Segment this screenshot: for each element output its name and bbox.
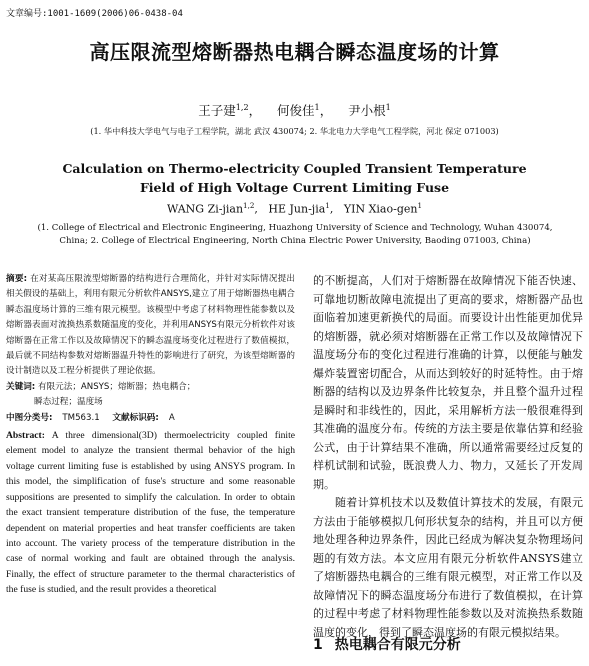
body-paragraph-2: 随着计算机技术以及数值计算技术的发展，有限元方法由于能够模拟几何形状复杂的结构，并且可以方便地处理各种边界条件，因此已经成为解决复杂物理场问题的有效方法。本文应用有限元分析软件ANSYS建立了熔断器热电耦合的三维有限元模型，对正常工作以及故障情况下的瞬态温度场分布进行了数值模拟，在计算的过程中考虑了材料物理性能参数以及对流换热系数随温度的变化，得到了瞬态温度场的有限元模拟结果。 bbox=[313, 496, 583, 639]
section-1-heading bbox=[313, 634, 461, 654]
left-column bbox=[6, 272, 295, 598]
abstract-english bbox=[6, 428, 295, 597]
classification-line bbox=[6, 411, 295, 426]
author-3-en-affil: 1 bbox=[417, 201, 423, 210]
author-2-cn: 何俊佳 bbox=[277, 103, 315, 118]
body-paragraph-1: 的不断提高，人们对于熔断器在故障情况下能否快速、可靠地切断故障电流提出了更高的要求，熔断器产品也面临着加速更新换代的局面。而要设计出性能更加优异的熔断器，就必须对熔断器在正常工作以及故障情况下温度场分布的变化过程进行准确的计算，以便能与触发爆炸装置密切配合，从而达到较好的时延特性。由于熔断器的结构以及边界条件比较复杂，并且整个温升过程是瞬时和非线性的，因此，采用解析方法一般很难得到其准确的温度分布。传统的方法主要是依靠估算和经验公式，由于计算结果不准确，所以通常需要经过反复的样机试制和试验，既浪费人力、物力，又延长了开发周期。 bbox=[313, 274, 583, 491]
abstract-en-label: Abstract: bbox=[6, 430, 45, 442]
affiliation-english bbox=[20, 222, 570, 248]
abstract-cn-text: 在对某高压限流型熔断器的结构进行合理简化，并针对实际情况提出相关假设的基础上，利用有限元分析软件ANSYS,建立了用于熔断器热电耦合瞬态温度场计算的三维有限元模型。该模型中考虑了材料物理性能参数以及熔断器表面对流换热系数随温度的变化，并利用ANSYS有限元分析软件对该熔断器在正常工作以及故障情况下的瞬态温度场变化过程进行了数值模拟，最后就不同结构参数对熔断器温升特性的影响进行了研究，为该型熔断器的设计制造以及工程分析提供了理论依据。 bbox=[6, 274, 296, 377]
author-1-cn-affil: 1,2 bbox=[235, 101, 249, 112]
paper-title-english bbox=[0, 159, 589, 197]
doc-code-label: 文献标识码: bbox=[112, 412, 159, 423]
paper-title-chinese: 高压限流型熔断器热电耦合瞬态温度场的计算 bbox=[89, 40, 500, 64]
keywords-continued: 瞬态过程；温度场 bbox=[34, 397, 103, 408]
affiliation-en-line-2: China; 2. College of Electrical Engineering, North China Electric Power University, Baoding 071003, China) bbox=[59, 236, 531, 246]
title-en-line-1: Calculation on Thermo-electricity Coupled Transient Temperature bbox=[62, 161, 527, 176]
right-column bbox=[313, 272, 583, 642]
abstract-cn-label: 摘要: bbox=[6, 274, 28, 284]
author-2-cn-affil: 1 bbox=[314, 101, 320, 112]
authors-chinese: 王子建$^{1,2}$， 何俊佳$^1$， 尹小根$^1$ bbox=[198, 101, 391, 118]
author-2-en: HE Jun-jia bbox=[268, 202, 326, 216]
affiliation-en-line-1: (1. College of Electrical and Electronic Engineering, Huazhong University of Science and Technology, Wuhan 430074, bbox=[37, 223, 553, 233]
section-1-title: 热电耦合有限元分析 bbox=[334, 637, 461, 653]
clc-value: TM563.1 bbox=[62, 412, 100, 423]
abstract-chinese bbox=[6, 272, 295, 380]
author-3-en: YIN Xiao-gen bbox=[343, 202, 418, 216]
author-3-cn: 尹小根 bbox=[348, 103, 386, 118]
author-2-en-affil: 1 bbox=[325, 201, 330, 210]
author-1-cn: 王子建 bbox=[198, 103, 236, 118]
author-1-en-affil: 1,2 bbox=[243, 201, 255, 210]
doc-code-value: A bbox=[168, 412, 175, 423]
section-1-number: 1 bbox=[313, 637, 323, 653]
authors-english: WANG Zi-jian$^{1,2}$, HE Jun-jia$^1$, YIN Xiao-gen$^1$ bbox=[166, 201, 423, 216]
article-number: 文章编号:1001-1609(2006)06-0438-04 bbox=[6, 9, 183, 19]
keywords bbox=[6, 380, 295, 395]
abstract-en-text: A three dimensional(3D) thermoelectricity coupled finite element model to analyze the transient thermal behavior of the high voltage current limiting fuse is established by using ANSYS program. In this model, the simplification of fuse's structure and some reasonable suppositions are presented to simplify the calculation. In order to obtain the exact transient temperature distribution of the fuse, the temperature dependent on material properties and heat transfer coefficients are taken into account. The variety process of the temperature distribution in the case of normal working and fault are obtained through the analysis. Finally, the effect of structure parameter to the thermal characteristics of the fuse is studied, and the result provides a theoretical bbox=[6, 430, 296, 596]
clc-label: 中图分类号: bbox=[6, 412, 53, 423]
keywords-line-1: 有限元法；ANSYS；熔断器；热电耦合； bbox=[37, 381, 196, 392]
keywords-label: 关键词: bbox=[6, 381, 36, 392]
author-1-en: WANG Zi-jian bbox=[166, 202, 244, 216]
author-3-cn-affil: 1 bbox=[385, 101, 391, 112]
affiliation-chinese: (1. 华中科技大学电气与电子工程学院，湖北 武汉 430074; 2. 华北电力大学电气工程学院，河北 保定 071003) bbox=[90, 126, 499, 136]
title-en-line-2: Field of High Voltage Current Limiting Fuse bbox=[139, 180, 450, 195]
